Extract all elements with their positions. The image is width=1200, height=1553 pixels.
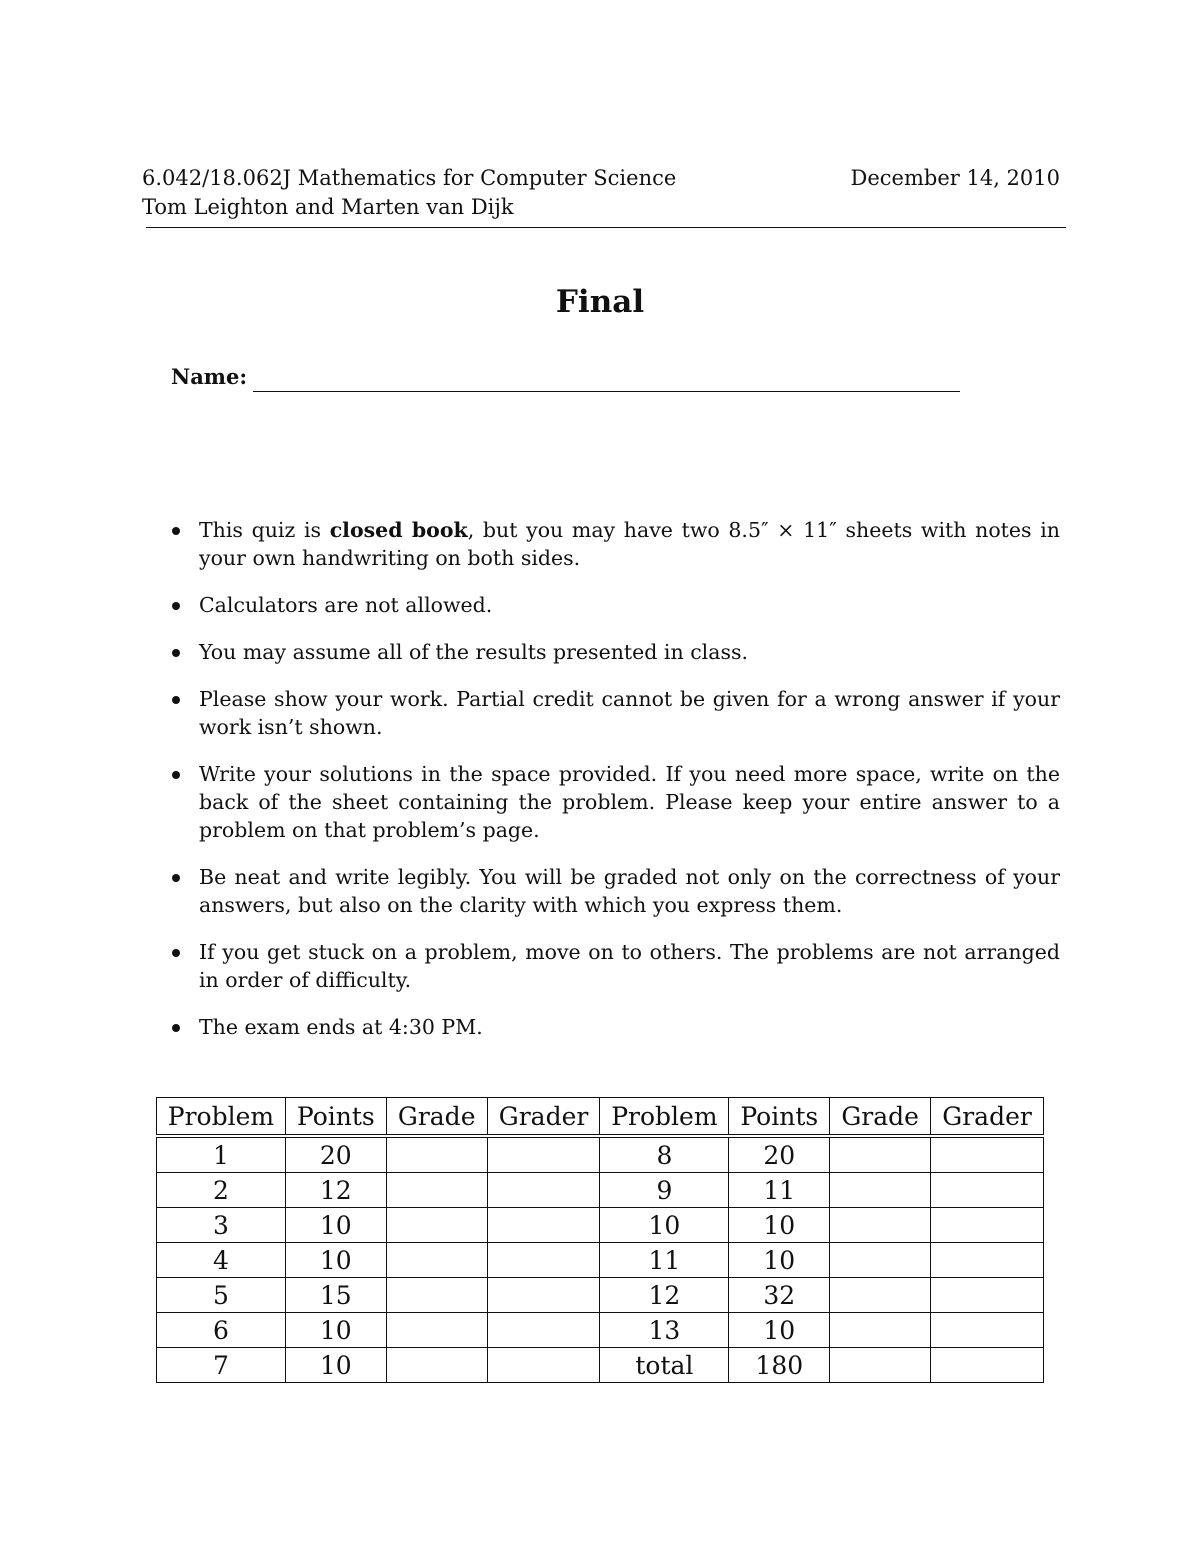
name-field[interactable] [253, 369, 960, 392]
column-header: Problem [600, 1098, 729, 1137]
table-cell[interactable] [830, 1313, 931, 1348]
column-header: Problem [157, 1098, 286, 1137]
column-header: Points [729, 1098, 830, 1137]
column-header: Grade [386, 1098, 487, 1137]
table-cell: 8 [600, 1136, 729, 1173]
table-cell: 12 [600, 1278, 729, 1313]
table-cell[interactable] [931, 1136, 1044, 1173]
score-table [156, 1097, 1044, 1383]
table-cell[interactable] [386, 1243, 487, 1278]
table-cell[interactable] [386, 1348, 487, 1383]
instruction-text: You may assume all of the results presented in class. [199, 640, 749, 664]
instruction-text: , but you may have two 8.5″ × 11″ sheets with notes in your own handwriting on both sides. [199, 518, 1060, 570]
table-cell[interactable] [487, 1278, 600, 1313]
header-top-row [142, 164, 1060, 193]
table-cell: 10 [729, 1313, 830, 1348]
table-cell: 5 [157, 1278, 286, 1313]
table-cell[interactable] [386, 1313, 487, 1348]
instruction-item [170, 1013, 1060, 1041]
instruction-emphasis: closed book [329, 518, 468, 542]
table-cell[interactable] [830, 1243, 931, 1278]
table-cell[interactable] [386, 1208, 487, 1243]
bullet-icon [172, 527, 180, 535]
instruction-text: Calculators are not allowed. [199, 593, 493, 617]
table-row [157, 1278, 1044, 1313]
instruction-item [170, 863, 1060, 919]
instruction-item [170, 760, 1060, 844]
bullet-icon [172, 949, 180, 957]
table-row [157, 1208, 1044, 1243]
bullet-icon [172, 874, 180, 882]
instruction-text: Be neat and write legibly. You will be graded not only on the correctness of your answers, but also on the clarity with which you express them. [199, 865, 1060, 917]
table-row [157, 1243, 1044, 1278]
bullet-icon [172, 602, 180, 610]
table-cell[interactable] [487, 1243, 600, 1278]
instructors: Tom Leighton and Marten van Dijk [142, 195, 514, 219]
table-cell: 32 [729, 1278, 830, 1313]
table-cell[interactable] [487, 1348, 600, 1383]
table-cell[interactable] [830, 1348, 931, 1383]
table-cell[interactable] [830, 1208, 931, 1243]
table-row [157, 1136, 1044, 1173]
table-cell: 20 [285, 1136, 386, 1173]
table-cell[interactable] [931, 1173, 1044, 1208]
name-label: Name: [171, 364, 248, 389]
table-cell: 2 [157, 1173, 286, 1208]
table-cell: 12 [285, 1173, 386, 1208]
instruction-item [170, 591, 1060, 619]
page-title: Final [555, 284, 645, 320]
bullet-icon [172, 649, 180, 657]
table-cell[interactable] [931, 1278, 1044, 1313]
instructions-list [170, 516, 1060, 1060]
bullet-icon [172, 696, 180, 704]
table-cell: 9 [600, 1173, 729, 1208]
bullet-icon [172, 1024, 180, 1032]
table-cell: 10 [285, 1348, 386, 1383]
name-row [171, 362, 960, 392]
table-cell: 10 [285, 1243, 386, 1278]
table-cell: 11 [600, 1243, 729, 1278]
table-cell[interactable] [931, 1313, 1044, 1348]
table-cell[interactable] [931, 1208, 1044, 1243]
exam-date: December 14, 2010 [850, 166, 1060, 190]
table-header-row [157, 1098, 1044, 1137]
table-cell: 13 [600, 1313, 729, 1348]
table-cell: 10 [285, 1208, 386, 1243]
table-cell[interactable] [487, 1208, 600, 1243]
table-cell[interactable] [386, 1278, 487, 1313]
table-cell[interactable] [830, 1136, 931, 1173]
table-cell[interactable] [487, 1313, 600, 1348]
table-body [157, 1136, 1044, 1383]
instruction-text: The exam ends at 4:30 PM. [199, 1015, 483, 1039]
table-cell[interactable] [487, 1136, 600, 1173]
table-cell: 7 [157, 1348, 286, 1383]
table-cell[interactable] [487, 1173, 600, 1208]
instruction-text: Please show your work. Partial credit cannot be given for a wrong answer if your work isn’t shown. [199, 687, 1060, 739]
instruction-item [170, 938, 1060, 994]
instruction-text: This quiz is [199, 518, 330, 542]
table-cell: total [600, 1348, 729, 1383]
table-row [157, 1348, 1044, 1383]
table-cell: 11 [729, 1173, 830, 1208]
table-cell: 10 [729, 1208, 830, 1243]
column-header: Grader [487, 1098, 600, 1137]
table-cell[interactable] [386, 1136, 487, 1173]
bullet-icon [172, 771, 180, 779]
table-cell: 10 [285, 1313, 386, 1348]
instruction-text: If you get stuck on a problem, move on to others. The problems are not arranged in order of difficulty. [199, 940, 1060, 992]
table-cell: 15 [285, 1278, 386, 1313]
table-cell[interactable] [830, 1173, 931, 1208]
column-header: Grade [830, 1098, 931, 1137]
table-cell: 1 [157, 1136, 286, 1173]
page-header [142, 164, 1060, 234]
column-header: Points [285, 1098, 386, 1137]
table-cell[interactable] [931, 1243, 1044, 1278]
table-cell: 10 [600, 1208, 729, 1243]
table-cell: 20 [729, 1136, 830, 1173]
table-cell: 4 [157, 1243, 286, 1278]
header-rule [146, 227, 1066, 228]
table-cell[interactable] [931, 1348, 1044, 1383]
table-cell: 3 [157, 1208, 286, 1243]
header-bottom-row [142, 193, 1060, 222]
instruction-text: Write your solutions in the space provided. If you need more space, write on the back of the sheet containing the problem. Please keep your entire answer to a problem on that problem’s page. [199, 762, 1060, 842]
table-cell[interactable] [830, 1278, 931, 1313]
column-header: Grader [931, 1098, 1044, 1137]
table-cell: 6 [157, 1313, 286, 1348]
instruction-item [170, 685, 1060, 741]
course-title: 6.042/18.062J Mathematics for Computer Science [142, 166, 677, 190]
instruction-item [170, 516, 1060, 572]
instruction-item [170, 638, 1060, 666]
table-cell: 10 [729, 1243, 830, 1278]
table-row [157, 1173, 1044, 1208]
table-row [157, 1313, 1044, 1348]
table-cell: 180 [729, 1348, 830, 1383]
table-cell[interactable] [386, 1173, 487, 1208]
